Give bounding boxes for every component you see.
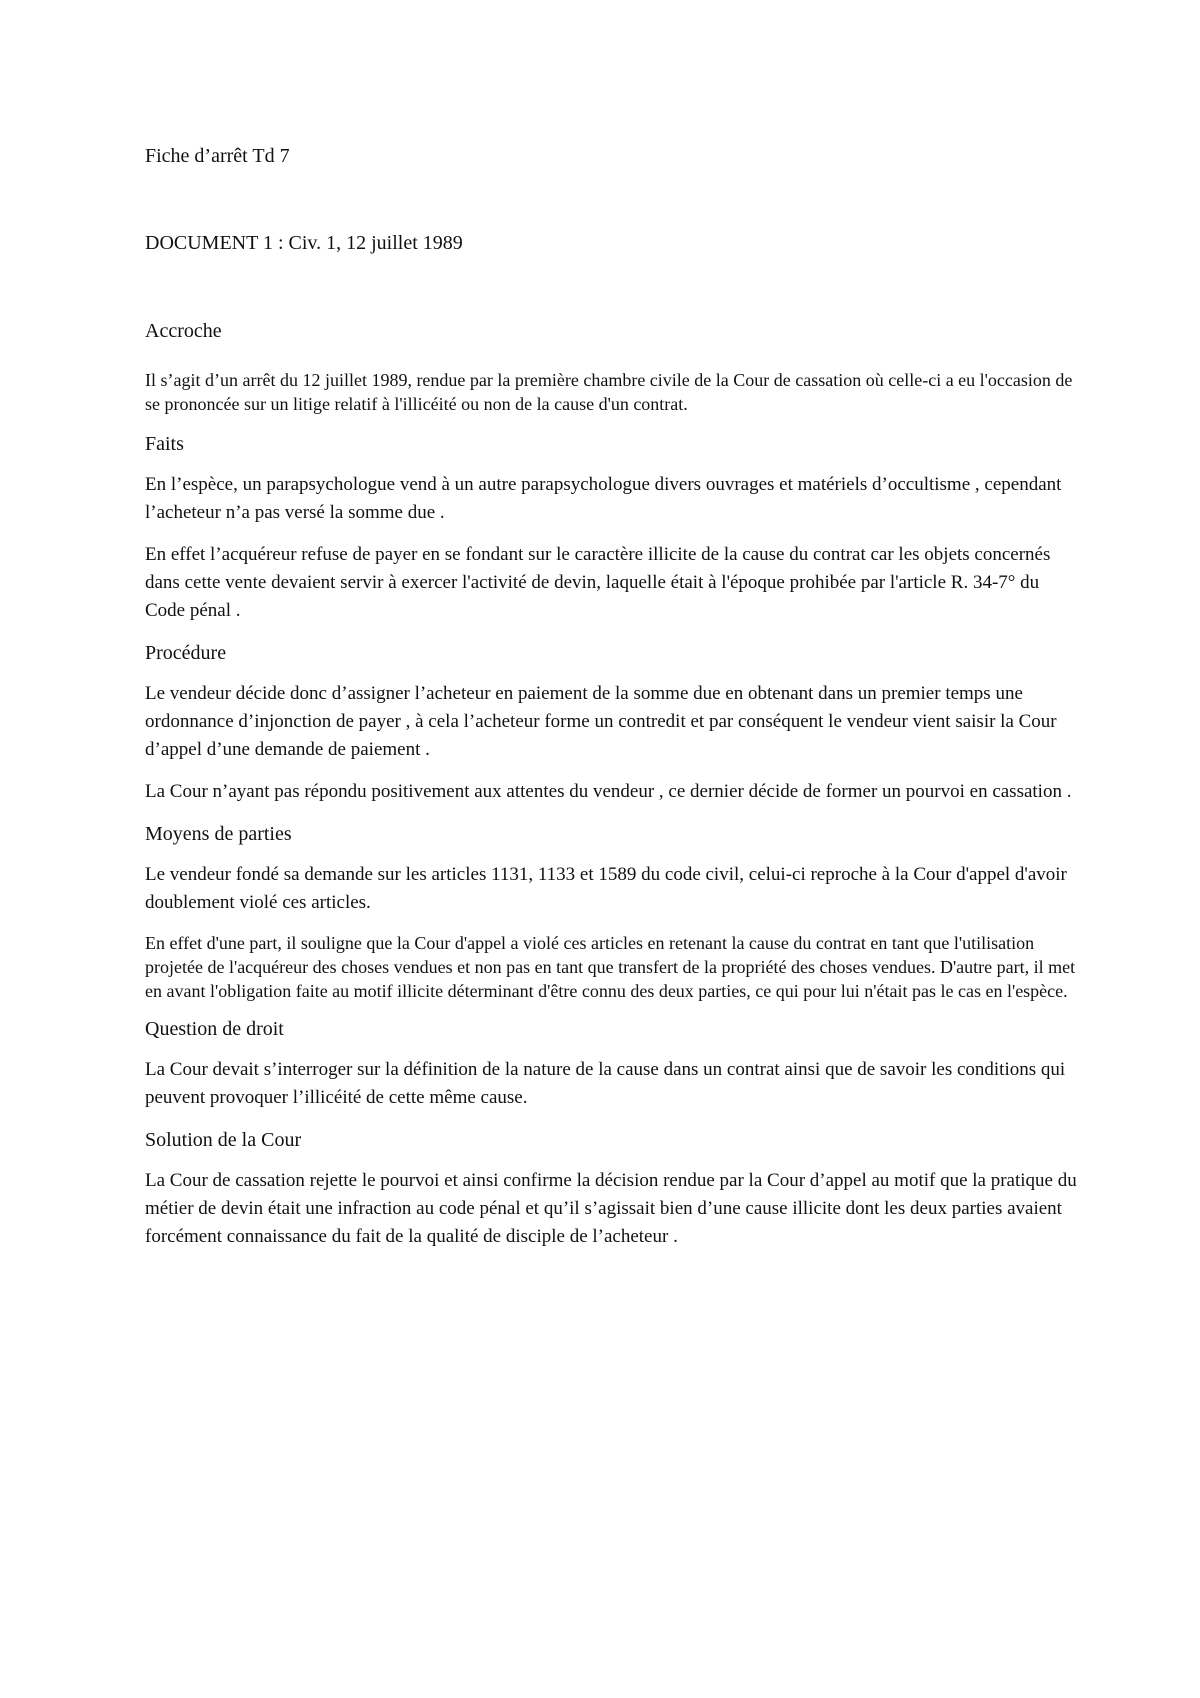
paragraph-procedure-2: La Cour n’ayant pas répondu positivement aux attentes du vendeur , ce dernier décide de former un pourvoi en cassation . bbox=[145, 781, 1072, 802]
paragraph-faits-2: En effet l’acquéreur refuse de payer en se fondant sur le caractère illicite de la cause du contrat car les objets concernés dans cette vente devaient servir à exercer l'activité de devin, laquelle était à l'époque prohibée par l'article R. 34-7° du Code pénal . bbox=[145, 544, 1051, 621]
paragraph-question-1: La Cour devait s’interroger sur la définition de la nature de la cause dans un contrat ainsi que de savoir les conditions qui peuvent provoquer l’illicéité de cette même cause. bbox=[145, 1059, 1066, 1108]
heading-procedure: Procédure bbox=[145, 642, 227, 664]
heading-question: Question de droit bbox=[145, 1018, 284, 1040]
paragraph-accroche-1: Il s’agit d’un arrêt du 12 juillet 1989, rendue par la première chambre civile de la Cour de cassation où celle-ci a eu l'occasion de se prononcée sur un litige relatif à l'illicéité ou non de la cause d'un contrat. bbox=[145, 370, 1073, 414]
paragraph-moyens-2: En effet d'une part, il souligne que la Cour d'appel a violé ces articles en retenant la cause du contrat en tant que l'utilisation projetée de l'acquéreur des choses vendues et non pas en tant que transfert de la propriété des choses vendues. D'autre part, il met en avant l'obligation faite au motif illicite déterminant d'être connu des deux parties, ce qui pour lui n'était pas le cas en l'espèce. bbox=[145, 933, 1076, 1001]
paragraph-moyens-1: Le vendeur fondé sa demande sur les articles 1131, 1133 et 1589 du code civil, celui-ci reproche à la Cour d'appel d'avoir doublement violé ces articles. bbox=[145, 864, 1067, 913]
heading-faits: Faits bbox=[145, 433, 184, 455]
heading-accroche: Accroche bbox=[145, 320, 222, 342]
document-subtitle: DOCUMENT 1 : Civ. 1, 12 juillet 1989 bbox=[145, 232, 463, 254]
paragraph-solution-1: La Cour de cassation rejette le pourvoi et ainsi confirme la décision rendue par la Cour d’appel au motif que la pratique du métier de devin était une infraction au code pénal et qu’il s’agissait bien d’une cause illicite dont les deux parties avaient forcément connaissance du fait de la qualité de disciple de l’acheteur . bbox=[145, 1170, 1077, 1247]
document-body bbox=[145, 142, 1080, 1265]
paragraph-procedure-1: Le vendeur décide donc d’assigner l’acheteur en paiement de la somme due en obtenant dans un premier temps une ordonnance d’injonction de payer , à cela l’acheteur forme un contredit et par conséquent le vendeur vient saisir la Cour d’appel d’une demande de paiement . bbox=[145, 683, 1057, 760]
document-title: Fiche d’arrêt Td 7 bbox=[145, 145, 290, 167]
paragraph-faits-1: En l’espèce, un parapsychologue vend à un autre parapsychologue divers ouvrages et matériels d’occultisme , cependant l’acheteur n’a pas versé la somme due . bbox=[145, 474, 1062, 523]
heading-solution: Solution de la Cour bbox=[145, 1129, 302, 1151]
heading-moyens: Moyens de parties bbox=[145, 823, 292, 845]
